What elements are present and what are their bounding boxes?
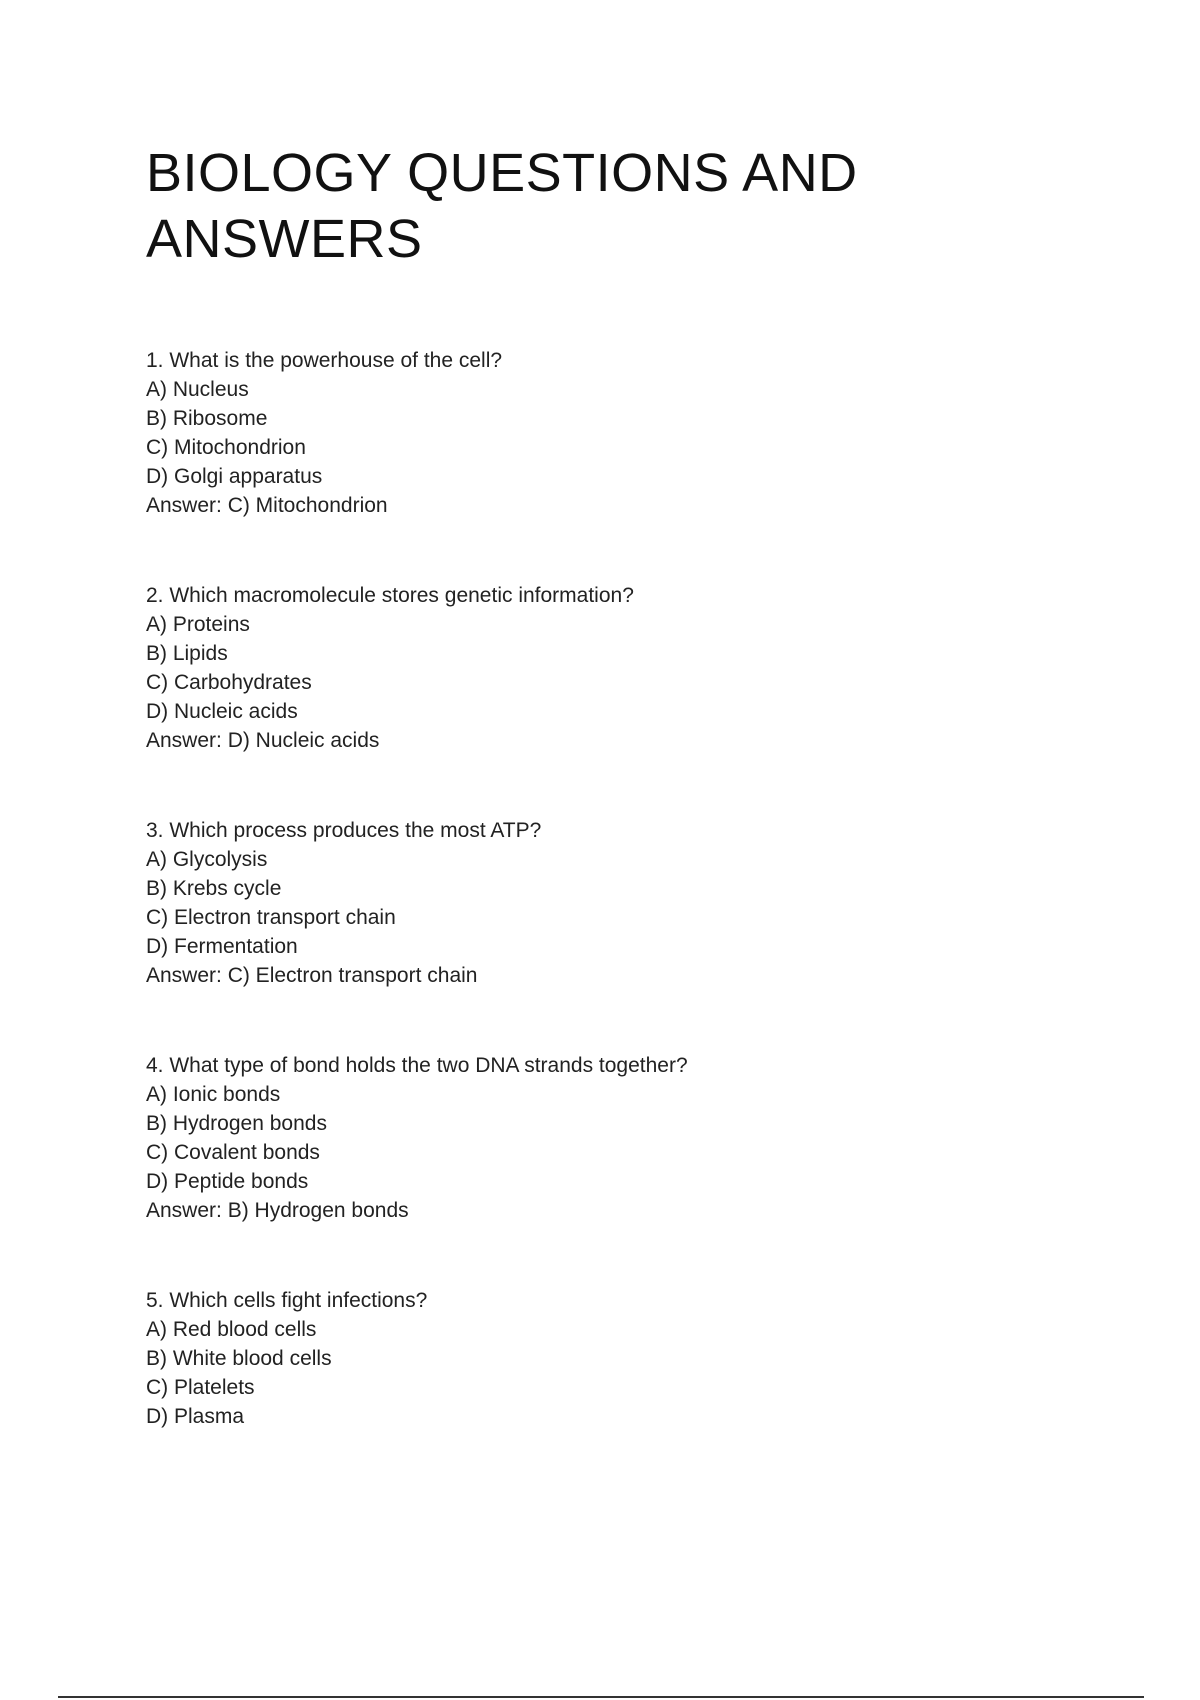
option-b: B) Lipids [146, 642, 228, 665]
option-d: D) Nucleic acids [146, 700, 298, 723]
option-c: C) Carbohydrates [146, 671, 312, 694]
question-prompt: 4. What type of bond holds the two DNA strands together? [146, 1054, 688, 1077]
answer-line: Answer: C) Electron transport chain [146, 964, 478, 987]
answer-line: Answer: D) Nucleic acids [146, 729, 380, 752]
document-title: BIOLOGY QUESTIONS AND ANSWERS [146, 143, 858, 269]
question-1 [146, 346, 1046, 581]
option-b: B) Ribosome [146, 407, 268, 430]
option-a: A) Proteins [146, 613, 250, 636]
option-a: A) Ionic bonds [146, 1083, 281, 1106]
question-prompt: 5. Which cells fight infections? [146, 1289, 428, 1312]
option-d: D) Golgi apparatus [146, 465, 323, 488]
question-3 [146, 816, 1046, 1051]
option-b: B) White blood cells [146, 1347, 332, 1370]
option-c: C) Electron transport chain [146, 906, 396, 929]
answer-line: Answer: B) Hydrogen bonds [146, 1199, 409, 1222]
option-a: A) Nucleus [146, 378, 249, 401]
option-c: C) Platelets [146, 1376, 255, 1399]
question-prompt: 2. Which macromolecule stores genetic information? [146, 584, 634, 607]
option-a: A) Glycolysis [146, 848, 268, 871]
question-prompt: 1. What is the powerhouse of the cell? [146, 349, 503, 372]
option-c: C) Mitochondrion [146, 436, 306, 459]
option-d: D) Peptide bonds [146, 1170, 309, 1193]
option-a: A) Red blood cells [146, 1318, 317, 1341]
option-d: D) Plasma [146, 1405, 245, 1428]
question-4 [146, 1051, 1046, 1286]
option-c: C) Covalent bonds [146, 1141, 320, 1164]
answer-line: Answer: C) Mitochondrion [146, 494, 388, 517]
page-bottom-divider [58, 1696, 1144, 1698]
option-b: B) Krebs cycle [146, 877, 282, 900]
question-list [146, 346, 1046, 1521]
question-5 [146, 1286, 1046, 1521]
option-d: D) Fermentation [146, 935, 298, 958]
option-b: B) Hydrogen bonds [146, 1112, 327, 1135]
question-prompt: 3. Which process produces the most ATP? [146, 819, 542, 842]
question-2 [146, 581, 1046, 816]
